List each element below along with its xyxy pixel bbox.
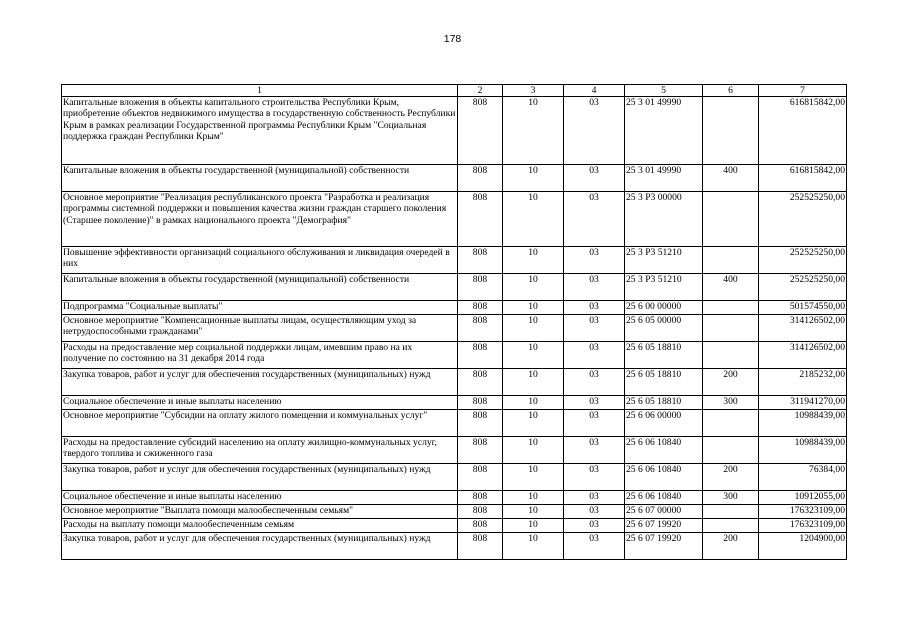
row-name: Основное мероприятие "Выплата помощи малообеспеченным семьям": [62, 505, 458, 519]
row-ministry-code: 808: [458, 464, 503, 491]
row-amount: 10912055,00: [759, 491, 847, 505]
row-subsection-code: 03: [564, 491, 625, 505]
row-section-code: 10: [503, 274, 564, 301]
table-row: [62, 505, 847, 519]
row-name: Социальное обеспечение и иные выплаты населению: [62, 491, 458, 505]
row-expense-type: [703, 410, 759, 437]
table-row: [62, 491, 847, 505]
row-section-code: 10: [503, 505, 564, 519]
row-expense-type: 200: [703, 464, 759, 491]
row-section-code: 10: [503, 491, 564, 505]
row-expense-type: 300: [703, 396, 759, 410]
row-section-code: 10: [503, 165, 564, 192]
table-row: [62, 342, 847, 369]
row-section-code: 10: [503, 533, 564, 560]
row-section-code: 10: [503, 369, 564, 396]
row-name: Повышение эффективности организаций социального обслуживания и ликвидация очередей в них: [62, 247, 458, 274]
row-expense-type: 400: [703, 274, 759, 301]
row-amount: 616815842,00: [759, 165, 847, 192]
row-subsection-code: 03: [564, 464, 625, 491]
row-name: Основное мероприятие "Компенсационные выплаты лицам, осуществляющим уход за нетрудоспособными гражданами": [62, 315, 458, 342]
table-row: [62, 437, 847, 464]
row-target-article: 25 6 06 10840: [625, 437, 703, 464]
row-section-code: 10: [503, 437, 564, 464]
row-name: Капитальные вложения в объекты государственной (муниципальной) собственности: [62, 165, 458, 192]
table-row: [62, 464, 847, 491]
row-ministry-code: 808: [458, 410, 503, 437]
header-col-4: 4: [564, 85, 625, 97]
row-target-article: 25 3 01 49990: [625, 97, 703, 165]
row-ministry-code: 808: [458, 505, 503, 519]
row-expense-type: [703, 247, 759, 274]
row-target-article: 25 6 07 00000: [625, 505, 703, 519]
row-expense-type: [703, 437, 759, 464]
header-col-5: 5: [625, 85, 703, 97]
row-subsection-code: 03: [564, 274, 625, 301]
row-name: Капитальные вложения в объекты государственной (муниципальной) собственности: [62, 274, 458, 301]
row-name: Закупка товаров, работ и услуг для обеспечения государственных (муниципальных) нужд: [62, 369, 458, 396]
header-col-6: 6: [703, 85, 759, 97]
row-ministry-code: 808: [458, 437, 503, 464]
table-row: [62, 396, 847, 410]
row-name: Закупка товаров, работ и услуг для обеспечения государственных (муниципальных) нужд: [62, 464, 458, 491]
row-target-article: 25 6 05 00000: [625, 315, 703, 342]
row-target-article: 25 3 01 49990: [625, 165, 703, 192]
row-subsection-code: 03: [564, 396, 625, 410]
table-row: [62, 165, 847, 192]
row-subsection-code: 03: [564, 410, 625, 437]
row-ministry-code: 808: [458, 369, 503, 396]
row-section-code: 10: [503, 301, 564, 315]
row-expense-type: [703, 315, 759, 342]
row-amount: 616815842,00: [759, 97, 847, 165]
row-expense-type: [703, 301, 759, 315]
row-expense-type: [703, 519, 759, 533]
row-amount: 311941270,00: [759, 396, 847, 410]
header-col-3: 3: [503, 85, 564, 97]
row-ministry-code: 808: [458, 491, 503, 505]
row-subsection-code: 03: [564, 519, 625, 533]
row-amount: 76384,00: [759, 464, 847, 491]
row-subsection-code: 03: [564, 247, 625, 274]
row-name: Социальное обеспечение и иные выплаты населению: [62, 396, 458, 410]
row-target-article: 25 6 05 18810: [625, 342, 703, 369]
row-ministry-code: 808: [458, 519, 503, 533]
header-col-7: 7: [759, 85, 847, 97]
budget-table: [61, 84, 847, 560]
row-target-article: 25 3 P3 51210: [625, 247, 703, 274]
row-section-code: 10: [503, 342, 564, 369]
row-section-code: 10: [503, 396, 564, 410]
row-subsection-code: 03: [564, 97, 625, 165]
row-ministry-code: 808: [458, 342, 503, 369]
row-ministry-code: 808: [458, 247, 503, 274]
row-subsection-code: 03: [564, 192, 625, 247]
row-section-code: 10: [503, 464, 564, 491]
row-section-code: 10: [503, 247, 564, 274]
row-target-article: 25 6 05 18810: [625, 396, 703, 410]
row-amount: 501574550,00: [759, 301, 847, 315]
row-subsection-code: 03: [564, 301, 625, 315]
header-row: [62, 85, 847, 97]
row-target-article: 25 6 00 00000: [625, 301, 703, 315]
row-name: Расходы на предоставление субсидий населению на оплату жилищно-коммунальных услуг, твердого топлива и сжиженного газа: [62, 437, 458, 464]
row-subsection-code: 03: [564, 315, 625, 342]
row-amount: 1204900,00: [759, 533, 847, 560]
row-ministry-code: 808: [458, 192, 503, 247]
row-target-article: 25 6 06 10840: [625, 464, 703, 491]
row-expense-type: [703, 505, 759, 519]
row-target-article: 25 6 07 19920: [625, 533, 703, 560]
row-target-article: 25 6 06 00000: [625, 410, 703, 437]
row-expense-type: 200: [703, 369, 759, 396]
row-ministry-code: 808: [458, 274, 503, 301]
row-section-code: 10: [503, 410, 564, 437]
page-number: 178: [443, 33, 462, 45]
row-name: Расходы на выплату помощи малообеспеченным семьям: [62, 519, 458, 533]
row-amount: 176323109,00: [759, 505, 847, 519]
row-expense-type: 200: [703, 533, 759, 560]
row-expense-type: 400: [703, 165, 759, 192]
row-ministry-code: 808: [458, 396, 503, 410]
row-amount: 252525250,00: [759, 274, 847, 301]
row-target-article: 25 3 P3 51210: [625, 274, 703, 301]
row-name: Подпрограмма "Социальные выплаты": [62, 301, 458, 315]
row-subsection-code: 03: [564, 342, 625, 369]
row-amount: 176323109,00: [759, 519, 847, 533]
row-amount: 252525250,00: [759, 192, 847, 247]
row-expense-type: [703, 342, 759, 369]
row-section-code: 10: [503, 519, 564, 533]
header-col-1: 1: [62, 85, 458, 97]
row-name: Капитальные вложения в объекты капитального строительства Республики Крым, приобретение объектов недвижимого имущества в государственную собственность Республики Крым в рамках реализации Государственной программы Республики Крым "Социальная поддержка граждан Республики Крым": [62, 97, 458, 165]
row-name: Основное мероприятие "Реализация республиканского проекта "Разработка и реализация программы системной поддержки и повышения качества жизни граждан старшего поколения (Старшее поколение)" в рамках национального проекта "Демография": [62, 192, 458, 247]
row-name: Расходы на предоставление мер социальной поддержки лицам, имевшим право на их получение по состоянию на 31 декабря 2014 года: [62, 342, 458, 369]
row-ministry-code: 808: [458, 97, 503, 165]
row-amount: 314126502,00: [759, 315, 847, 342]
table-row: [62, 533, 847, 560]
row-name: Основное мероприятие "Субсидии на оплату жилого помещения и коммунальных услуг": [62, 410, 458, 437]
row-target-article: 25 6 05 18810: [625, 369, 703, 396]
table-row: [62, 369, 847, 396]
row-target-article: 25 6 07 19920: [625, 519, 703, 533]
row-amount: 10988439,00: [759, 437, 847, 464]
row-subsection-code: 03: [564, 505, 625, 519]
row-expense-type: [703, 192, 759, 247]
row-subsection-code: 03: [564, 533, 625, 560]
table-row: [62, 247, 847, 274]
row-section-code: 10: [503, 315, 564, 342]
row-ministry-code: 808: [458, 533, 503, 560]
row-subsection-code: 03: [564, 369, 625, 396]
row-amount: 252525250,00: [759, 247, 847, 274]
table-row: [62, 301, 847, 315]
table-row: [62, 519, 847, 533]
table-row: [62, 274, 847, 301]
row-subsection-code: 03: [564, 437, 625, 464]
header-col-2: 2: [458, 85, 503, 97]
row-expense-type: 300: [703, 491, 759, 505]
table-row: [62, 97, 847, 165]
row-target-article: 25 6 06 10840: [625, 491, 703, 505]
row-ministry-code: 808: [458, 165, 503, 192]
table-row: [62, 410, 847, 437]
table-row: [62, 315, 847, 342]
row-amount: 10988439,00: [759, 410, 847, 437]
table-row: [62, 192, 847, 247]
row-section-code: 10: [503, 192, 564, 247]
row-ministry-code: 808: [458, 315, 503, 342]
row-ministry-code: 808: [458, 301, 503, 315]
row-subsection-code: 03: [564, 165, 625, 192]
row-target-article: 25 3 P3 00000: [625, 192, 703, 247]
row-expense-type: [703, 97, 759, 165]
row-amount: 314126502,00: [759, 342, 847, 369]
row-section-code: 10: [503, 97, 564, 165]
row-name: Закупка товаров, работ и услуг для обеспечения государственных (муниципальных) нужд: [62, 533, 458, 560]
row-amount: 2185232,00: [759, 369, 847, 396]
